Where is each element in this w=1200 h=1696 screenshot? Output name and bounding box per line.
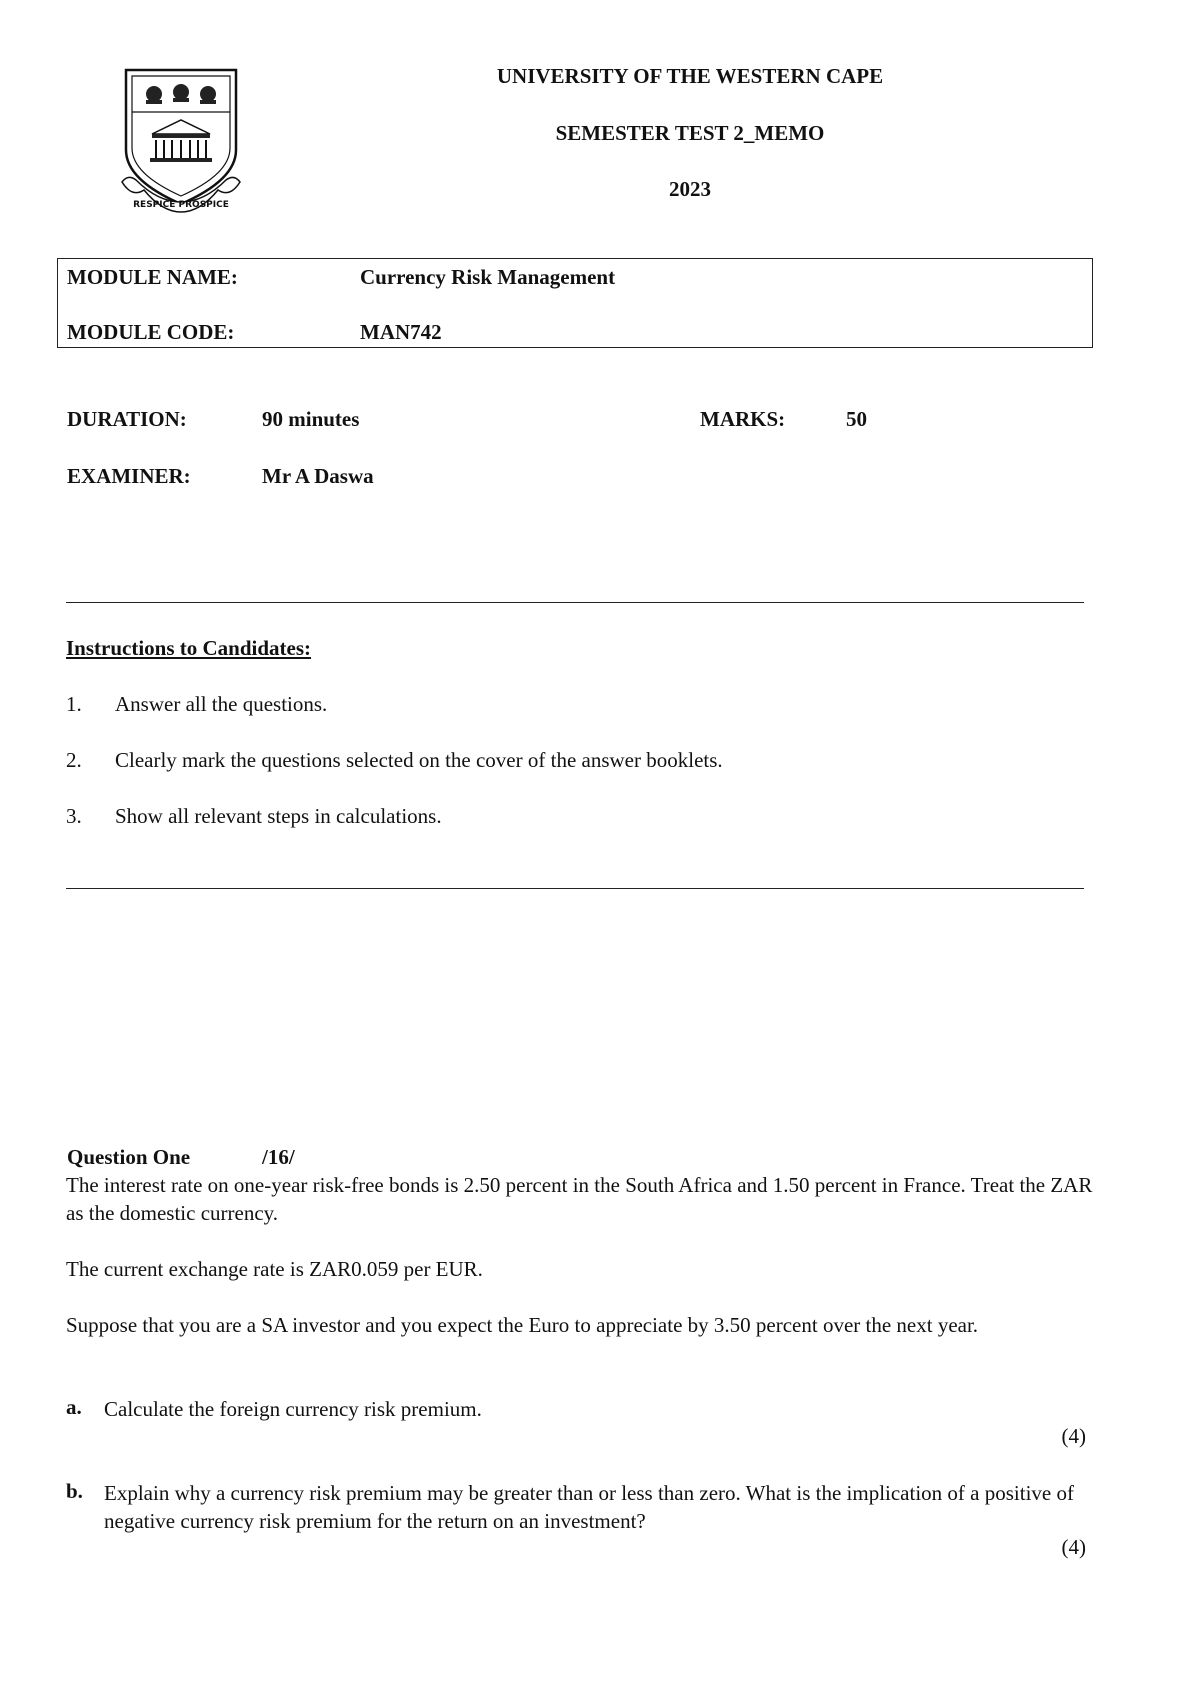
- question-part-text: Calculate the foreign currency risk premium.: [104, 1397, 482, 1421]
- module-name-label: MODULE NAME:: [67, 265, 238, 289]
- university-name: UNIVERSITY OF THE WESTERN CAPE: [496, 64, 884, 88]
- instruction-text: Show all relevant steps in calculations.: [115, 804, 442, 828]
- marks-label: MARKS:: [700, 407, 786, 431]
- question-part-marks: (4): [1061, 1535, 1086, 1559]
- instruction-text: Answer all the questions.: [115, 692, 328, 716]
- divider-bottom: [66, 888, 1084, 889]
- module-code-label: MODULE CODE:: [67, 320, 235, 344]
- question-paragraph: The interest rate on one-year risk-free bonds is 2.50 percent in the South Africa and 1.50 percent in France. Treat the ZAR as the domestic currency.: [66, 1173, 1093, 1225]
- duration-value: 90 minutes: [262, 407, 360, 431]
- question-part-text: Explain why a currency risk premium may be greater than or less than zero. What is the implication of a positive of negative currency risk premium for the return on an investment?: [104, 1481, 1074, 1533]
- module-code-value: MAN742: [360, 320, 442, 344]
- svg-text:RESPICE PROSPICE: RESPICE PROSPICE: [133, 200, 229, 210]
- instruction-number: 3.: [66, 804, 82, 828]
- question-paragraph: Suppose that you are a SA investor and you expect the Euro to appreciate by 3.50 percent over the next year.: [66, 1313, 979, 1337]
- instruction-number: 1.: [66, 692, 82, 716]
- examiner-label: EXAMINER:: [67, 464, 191, 488]
- question-title: Question One: [67, 1145, 191, 1169]
- module-name-value: Currency Risk Management: [360, 265, 616, 289]
- marks-value: 50: [846, 407, 867, 431]
- divider-top: [66, 602, 1084, 603]
- instruction-number: 2.: [66, 748, 82, 772]
- test-title: SEMESTER TEST 2_MEMO: [555, 121, 825, 145]
- test-year: 2023: [669, 177, 711, 201]
- question-part-label: b.: [66, 1479, 83, 1503]
- question-part-marks: (4): [1061, 1424, 1086, 1448]
- question-part-label: a.: [66, 1395, 82, 1419]
- duration-label: DURATION:: [67, 407, 187, 431]
- examiner-value: Mr A Daswa: [262, 464, 374, 488]
- question-paragraph: The current exchange rate is ZAR0.059 per EUR.: [66, 1257, 483, 1281]
- instructions-title: Instructions to Candidates:: [66, 636, 312, 660]
- university-crest-logo: [118, 62, 250, 214]
- question-marks: /16/: [262, 1145, 295, 1169]
- instruction-text: Clearly mark the questions selected on the cover of the answer booklets.: [115, 748, 723, 772]
